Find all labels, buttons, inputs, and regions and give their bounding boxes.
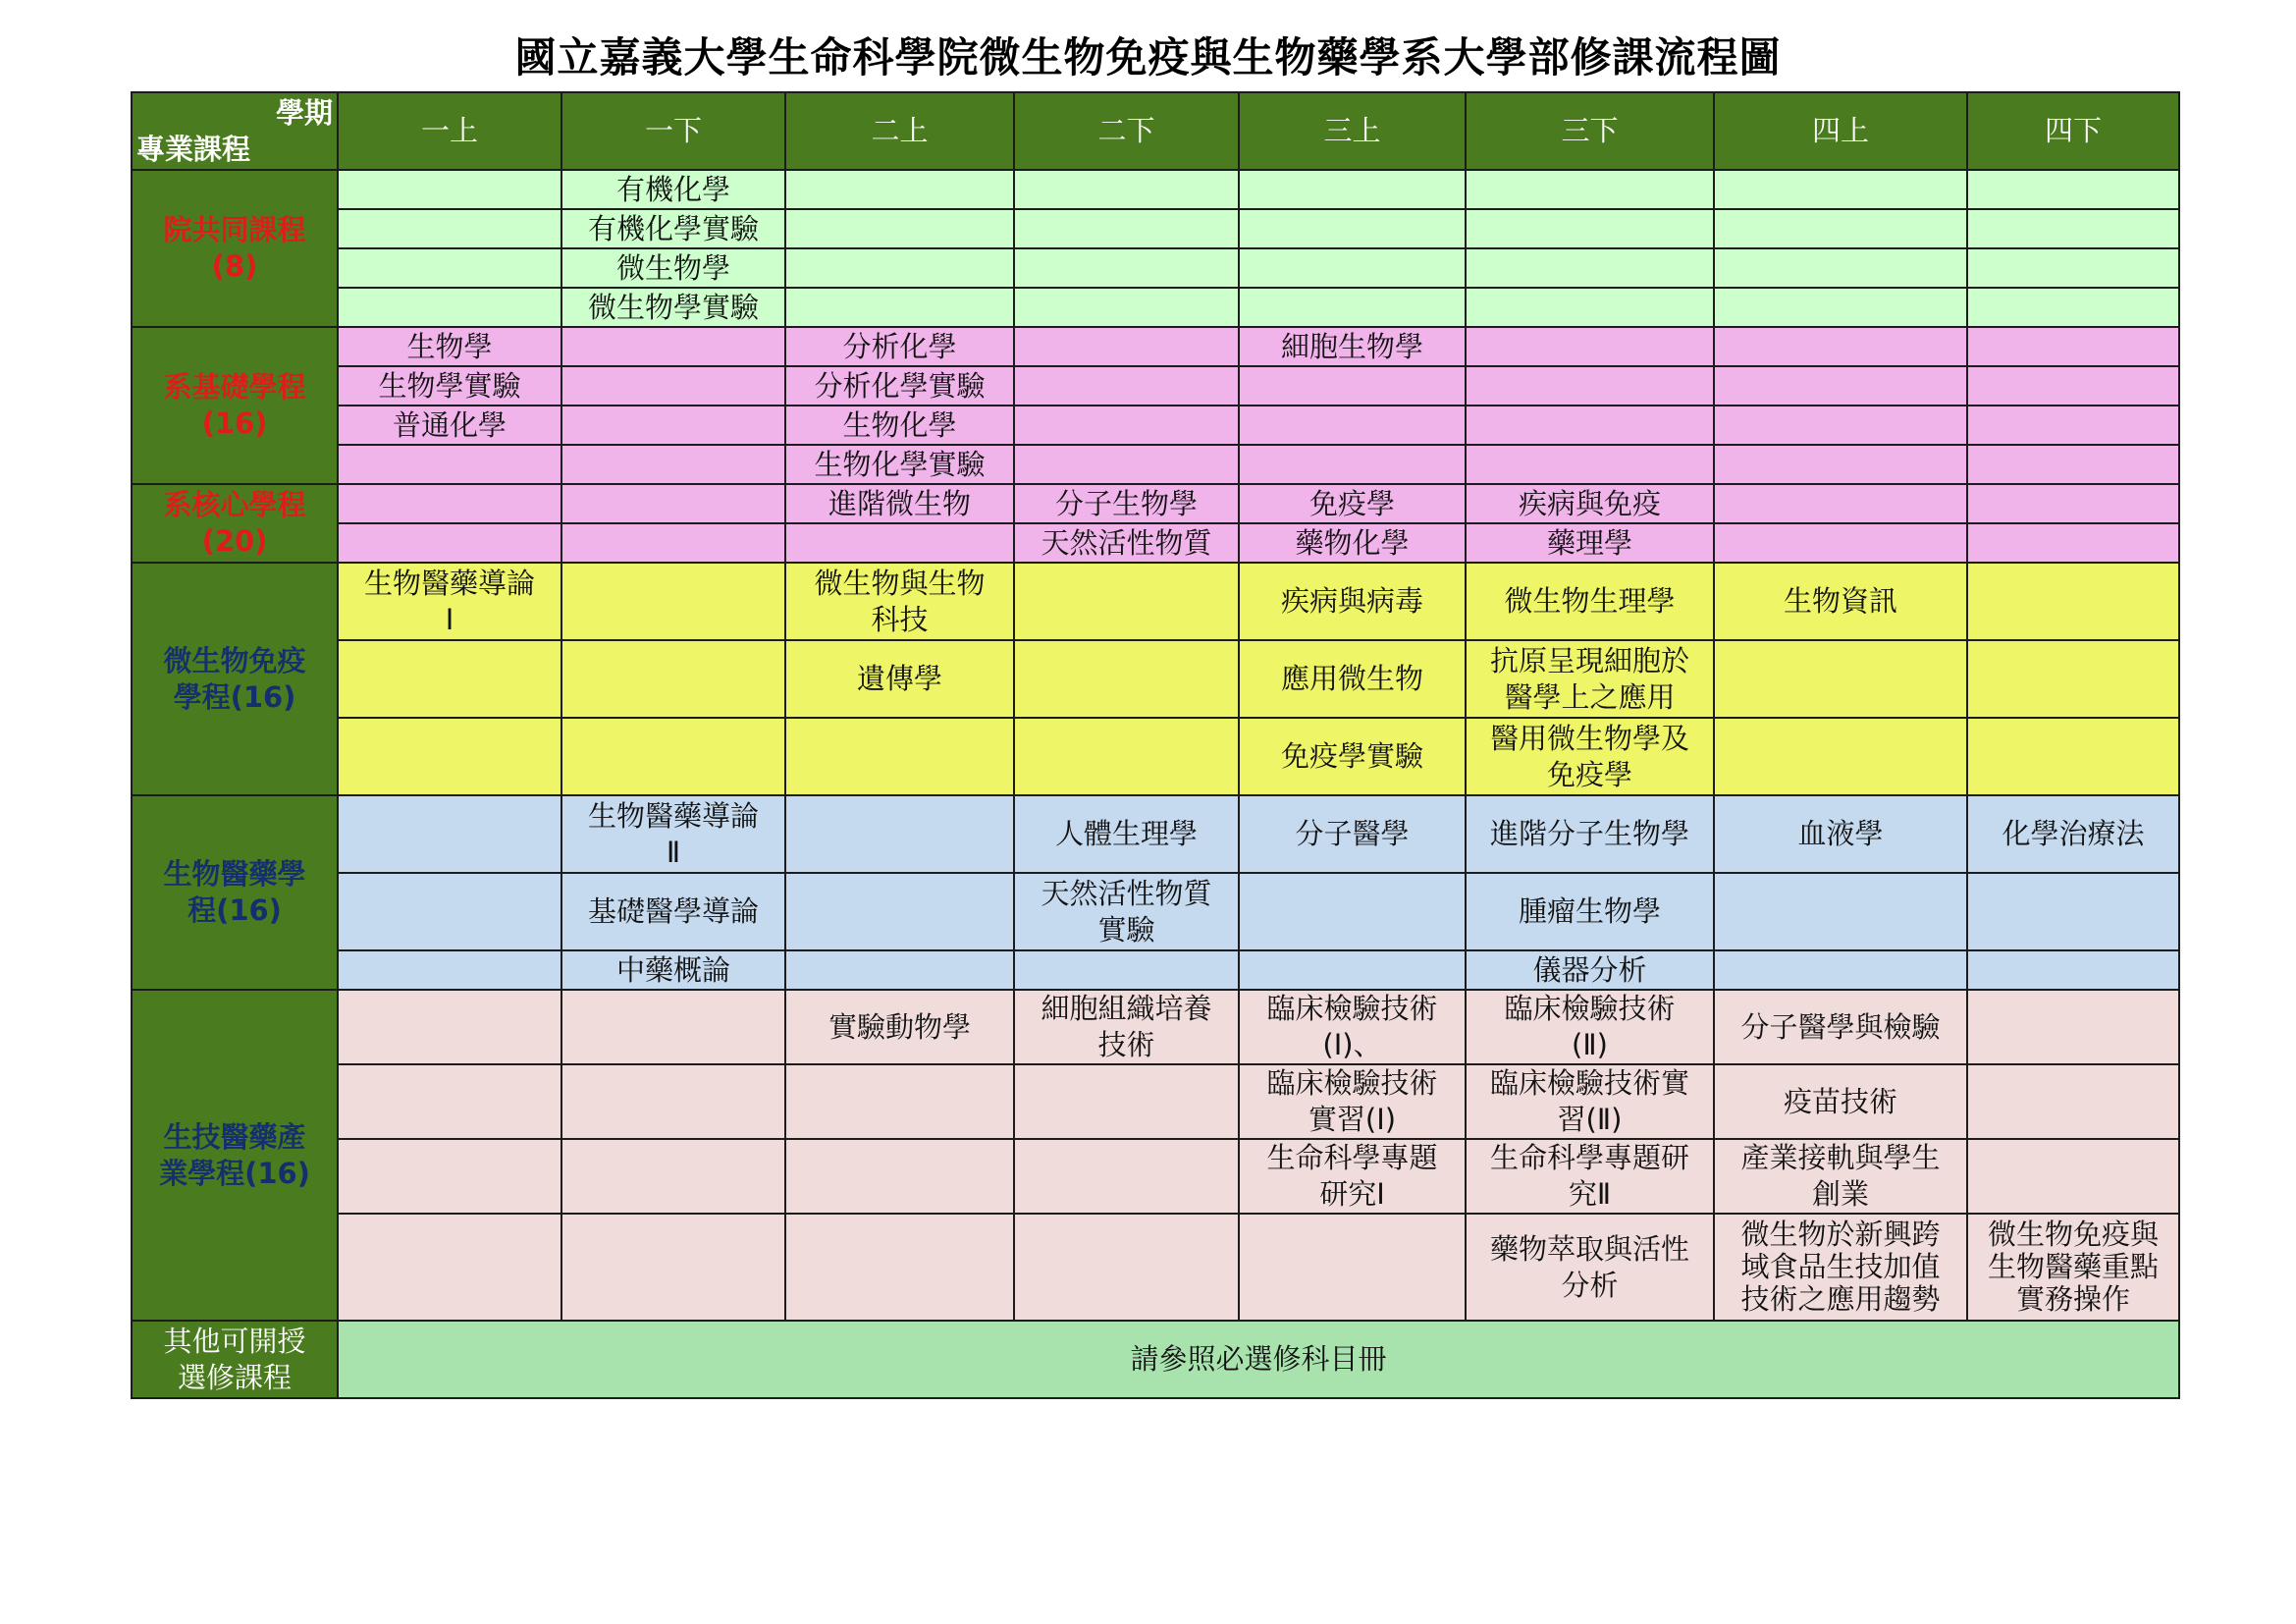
empty-cell: [338, 873, 561, 950]
empty-cell: [1714, 288, 1967, 327]
course-row: [132, 640, 2179, 718]
empty-cell: [785, 795, 1014, 873]
empty-cell: [561, 445, 785, 484]
empty-cell: [338, 950, 561, 990]
program-category-label: 生物醫藥學 程(16): [132, 795, 338, 990]
course-row: [132, 484, 2179, 523]
empty-cell: [338, 640, 561, 718]
empty-cell: [1014, 248, 1239, 288]
empty-cell: [1239, 209, 1466, 248]
empty-cell: [338, 990, 561, 1064]
program-category-label: 其他可開授 選修課程: [132, 1321, 338, 1398]
empty-cell: [1239, 873, 1466, 950]
empty-cell: [785, 1214, 1014, 1321]
course-row: [132, 795, 2179, 873]
semester-header: 一上: [338, 92, 561, 170]
empty-cell: [561, 563, 785, 640]
course-cell: 血液學: [1714, 795, 1967, 873]
course-cell: 分析化學: [785, 327, 1014, 366]
course-cell: 抗原呈現細胞於 醫學上之應用: [1466, 640, 1714, 718]
empty-cell: [561, 1139, 785, 1214]
course-cell: 臨床檢驗技術 實習(Ⅰ): [1239, 1064, 1466, 1139]
course-row: [132, 170, 2179, 209]
empty-cell: [1967, 170, 2179, 209]
course-cell: 分子生物學: [1014, 484, 1239, 523]
empty-cell: [1967, 1139, 2179, 1214]
course-cell: 分子醫學與檢驗: [1714, 990, 1967, 1064]
empty-cell: [1967, 366, 2179, 406]
course-cell: 進階分子生物學: [1466, 795, 1714, 873]
empty-cell: [1714, 327, 1967, 366]
empty-cell: [338, 288, 561, 327]
course-cell: 藥物化學: [1239, 523, 1466, 563]
empty-cell: [1466, 288, 1714, 327]
page-title: 國立嘉義大學生命科學院微生物免疫與生物藥學系大學部修課流程圖: [514, 33, 1782, 81]
empty-cell: [338, 795, 561, 873]
course-row: [132, 406, 2179, 445]
course-row: [132, 563, 2179, 640]
other-electives-row: [132, 1321, 2179, 1398]
empty-cell: [561, 366, 785, 406]
empty-cell: [785, 288, 1014, 327]
course-row: [132, 248, 2179, 288]
empty-cell: [1466, 327, 1714, 366]
course-row: [132, 1214, 2179, 1321]
empty-cell: [1239, 950, 1466, 990]
corner-course-label: 專業課程: [136, 132, 251, 166]
empty-cell: [1466, 209, 1714, 248]
course-cell: 遺傳學: [785, 640, 1014, 718]
course-cell: 疾病與免疫: [1466, 484, 1714, 523]
empty-cell: [1466, 170, 1714, 209]
empty-cell: [1967, 640, 2179, 718]
empty-cell: [561, 523, 785, 563]
empty-cell: [1967, 718, 2179, 795]
empty-cell: [1239, 1214, 1466, 1321]
empty-cell: [1967, 248, 2179, 288]
course-row: [132, 366, 2179, 406]
empty-cell: [338, 248, 561, 288]
course-row: [132, 873, 2179, 950]
empty-cell: [338, 1064, 561, 1139]
empty-cell: [338, 445, 561, 484]
empty-cell: [1967, 327, 2179, 366]
course-cell: 藥物萃取與活性 分析: [1466, 1214, 1714, 1321]
empty-cell: [1967, 950, 2179, 990]
course-cell: 疫苗技術: [1714, 1064, 1967, 1139]
empty-cell: [1239, 406, 1466, 445]
course-cell: 分析化學實驗: [785, 366, 1014, 406]
course-cell: 生物醫藥導論 Ⅱ: [561, 795, 785, 873]
course-cell: 進階微生物: [785, 484, 1014, 523]
empty-cell: [1239, 248, 1466, 288]
program-category-label: 院共同課程 (8): [132, 170, 338, 327]
course-cell: 生命科學專題研 究Ⅱ: [1466, 1139, 1714, 1214]
course-cell: 臨床檢驗技術實 習(Ⅱ): [1466, 1064, 1714, 1139]
course-cell: 普通化學: [338, 406, 561, 445]
course-cell: 有機化學: [561, 170, 785, 209]
course-cell: 藥理學: [1466, 523, 1714, 563]
empty-cell: [1714, 209, 1967, 248]
empty-cell: [561, 640, 785, 718]
course-cell: 微生物於新興跨 域食品生技加值 技術之應用趨勢: [1714, 1214, 1967, 1321]
empty-cell: [1714, 248, 1967, 288]
course-cell: 疾病與病毒: [1239, 563, 1466, 640]
program-category-label: 系基礎學程 (16): [132, 327, 338, 484]
course-cell: 生物化學實驗: [785, 445, 1014, 484]
empty-cell: [785, 523, 1014, 563]
empty-cell: [561, 1064, 785, 1139]
course-cell: 免疫學: [1239, 484, 1466, 523]
course-row: [132, 718, 2179, 795]
empty-cell: [1967, 209, 2179, 248]
empty-cell: [1714, 445, 1967, 484]
empty-cell: [338, 1139, 561, 1214]
empty-cell: [1014, 718, 1239, 795]
empty-cell: [1967, 288, 2179, 327]
course-cell: 微生物學: [561, 248, 785, 288]
semester-header: 四下: [1967, 92, 2179, 170]
course-row: [132, 445, 2179, 484]
course-cell: 醫用微生物學及 免疫學: [1466, 718, 1714, 795]
empty-cell: [1014, 209, 1239, 248]
semester-header: 三上: [1239, 92, 1466, 170]
corner-header: [132, 92, 338, 170]
semester-header: 二下: [1014, 92, 1239, 170]
empty-cell: [785, 209, 1014, 248]
course-cell: 生物資訊: [1714, 563, 1967, 640]
program-category-label: 微生物免疫 學程(16): [132, 563, 338, 795]
empty-cell: [785, 1064, 1014, 1139]
semester-header: 一下: [561, 92, 785, 170]
empty-cell: [561, 406, 785, 445]
empty-cell: [338, 1214, 561, 1321]
empty-cell: [1714, 406, 1967, 445]
empty-cell: [561, 484, 785, 523]
empty-cell: [785, 170, 1014, 209]
empty-cell: [338, 209, 561, 248]
empty-cell: [1014, 950, 1239, 990]
empty-cell: [1014, 1139, 1239, 1214]
header-row: [132, 92, 2179, 170]
empty-cell: [785, 718, 1014, 795]
empty-cell: [561, 990, 785, 1064]
empty-cell: [785, 248, 1014, 288]
course-row: [132, 990, 2179, 1064]
empty-cell: [1014, 366, 1239, 406]
semester-header: 二上: [785, 92, 1014, 170]
course-cell: 細胞組織培養 技術: [1014, 990, 1239, 1064]
empty-cell: [561, 1214, 785, 1321]
course-row: [132, 523, 2179, 563]
empty-cell: [1239, 288, 1466, 327]
empty-cell: [1014, 640, 1239, 718]
program-category-label: 系核心學程 (20): [132, 484, 338, 563]
course-cell: 化學治療法: [1967, 795, 2179, 873]
empty-cell: [1967, 523, 2179, 563]
course-cell: 生物醫藥導論 Ⅰ: [338, 563, 561, 640]
empty-cell: [1714, 523, 1967, 563]
empty-cell: [1967, 406, 2179, 445]
empty-cell: [1714, 640, 1967, 718]
course-cell: 分子醫學: [1239, 795, 1466, 873]
empty-cell: [1014, 1214, 1239, 1321]
elective-reference-note: 請參照必選修科目冊: [338, 1321, 2179, 1398]
empty-cell: [561, 327, 785, 366]
course-cell: 生物學實驗: [338, 366, 561, 406]
course-cell: 天然活性物質: [1014, 523, 1239, 563]
empty-cell: [1967, 1064, 2179, 1139]
course-cell: 產業接軌與學生 創業: [1714, 1139, 1967, 1214]
empty-cell: [1466, 445, 1714, 484]
course-cell: 實驗動物學: [785, 990, 1014, 1064]
empty-cell: [1014, 563, 1239, 640]
course-cell: 人體生理學: [1014, 795, 1239, 873]
course-cell: 微生物生理學: [1466, 563, 1714, 640]
course-cell: 生命科學專題 研究Ⅰ: [1239, 1139, 1466, 1214]
empty-cell: [1714, 873, 1967, 950]
empty-cell: [1239, 445, 1466, 484]
course-cell: 微生物學實驗: [561, 288, 785, 327]
empty-cell: [1014, 1064, 1239, 1139]
course-cell: 細胞生物學: [1239, 327, 1466, 366]
course-cell: 應用微生物: [1239, 640, 1466, 718]
course-cell: 有機化學實驗: [561, 209, 785, 248]
empty-cell: [1014, 288, 1239, 327]
course-cell: 中藥概論: [561, 950, 785, 990]
empty-cell: [338, 484, 561, 523]
empty-cell: [1967, 873, 2179, 950]
course-cell: 微生物免疫與 生物醫藥重點 實務操作: [1967, 1214, 2179, 1321]
empty-cell: [1466, 248, 1714, 288]
empty-cell: [1239, 170, 1466, 209]
empty-cell: [561, 718, 785, 795]
empty-cell: [338, 523, 561, 563]
empty-cell: [1466, 366, 1714, 406]
course-row: [132, 209, 2179, 248]
empty-cell: [785, 1139, 1014, 1214]
course-cell: 微生物與生物 科技: [785, 563, 1014, 640]
corner-semester-label: 學期: [275, 95, 333, 130]
semester-header: 三下: [1466, 92, 1714, 170]
empty-cell: [1014, 406, 1239, 445]
curriculum-flow-table: [131, 91, 2180, 1399]
course-cell: 臨床檢驗技術 (Ⅰ)、: [1239, 990, 1466, 1064]
empty-cell: [1714, 718, 1967, 795]
course-row: [132, 950, 2179, 990]
empty-cell: [1967, 445, 2179, 484]
course-row: [132, 1064, 2179, 1139]
empty-cell: [785, 950, 1014, 990]
empty-cell: [1714, 950, 1967, 990]
empty-cell: [1967, 563, 2179, 640]
empty-cell: [338, 170, 561, 209]
course-cell: 生物學: [338, 327, 561, 366]
empty-cell: [1014, 445, 1239, 484]
empty-cell: [1239, 366, 1466, 406]
course-row: [132, 1139, 2179, 1214]
empty-cell: [1466, 406, 1714, 445]
empty-cell: [1714, 170, 1967, 209]
course-cell: 天然活性物質 實驗: [1014, 873, 1239, 950]
course-cell: 腫瘤生物學: [1466, 873, 1714, 950]
course-row: [132, 288, 2179, 327]
course-cell: 儀器分析: [1466, 950, 1714, 990]
empty-cell: [1714, 484, 1967, 523]
empty-cell: [338, 718, 561, 795]
empty-cell: [1967, 484, 2179, 523]
empty-cell: [1014, 327, 1239, 366]
course-cell: 生物化學: [785, 406, 1014, 445]
empty-cell: [785, 873, 1014, 950]
semester-header: 四上: [1714, 92, 1967, 170]
empty-cell: [1967, 990, 2179, 1064]
empty-cell: [1014, 170, 1239, 209]
course-cell: 免疫學實驗: [1239, 718, 1466, 795]
course-row: [132, 327, 2179, 366]
empty-cell: [1714, 366, 1967, 406]
program-category-label: 生技醫藥產 業學程(16): [132, 990, 338, 1321]
course-cell: 臨床檢驗技術 (Ⅱ): [1466, 990, 1714, 1064]
course-cell: 基礎醫學導論: [561, 873, 785, 950]
